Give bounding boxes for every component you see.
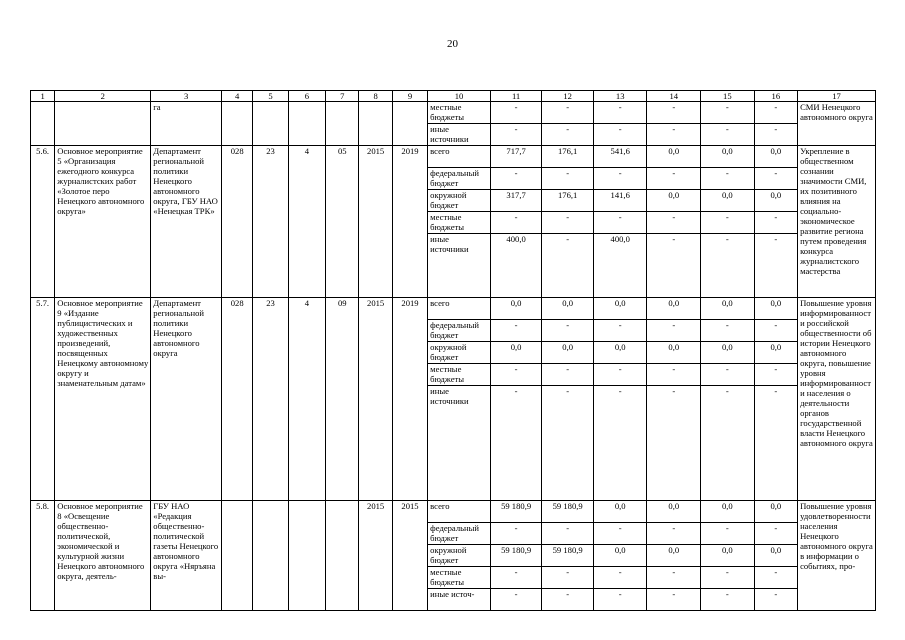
row-number-cell: 5.7. (31, 298, 55, 501)
amount-cell: - (754, 589, 797, 611)
amount-cell: 0,0 (542, 342, 594, 364)
amount-cell: 0,0 (490, 298, 542, 320)
amount-cell: - (701, 212, 755, 234)
amount-cell: - (593, 320, 647, 342)
amount-cell: - (490, 386, 542, 501)
amount-cell: - (701, 364, 755, 386)
code-cell (222, 501, 253, 611)
amount-cell: 0,0 (701, 342, 755, 364)
amount-cell: - (754, 212, 797, 234)
amount-cell: - (701, 168, 755, 190)
amount-cell: - (701, 320, 755, 342)
header-cell: 3 (151, 91, 222, 102)
amount-cell: - (701, 234, 755, 298)
amount-cell: 0,0 (593, 298, 647, 320)
code-cell (288, 102, 325, 146)
code-cell (222, 102, 253, 146)
executor-cell: Департамент региональной политики Ненецкого автономного округа (151, 298, 222, 501)
header-row (31, 91, 876, 102)
end-year-cell: 2019 (392, 146, 427, 298)
amount-cell: 0,0 (754, 146, 797, 168)
amount-cell: - (647, 124, 701, 146)
header-cell: 9 (392, 91, 427, 102)
amount-cell: - (490, 124, 542, 146)
amount-cell: 400,0 (593, 234, 647, 298)
funding-source-cell: местные бюджеты (428, 567, 491, 589)
table-body (31, 91, 876, 611)
executor-cell: га (151, 102, 222, 146)
table-row (31, 501, 876, 523)
amount-cell: 0,0 (647, 342, 701, 364)
code-cell (326, 102, 359, 146)
executor-cell: ГБУ НАО «Редакция общественно-политической газеты Ненецкого автономного округа «Няръяна вы- (151, 501, 222, 611)
row-number-cell: 5.8. (31, 501, 55, 611)
amount-cell: - (542, 234, 594, 298)
page-number: 20 (447, 38, 458, 50)
table-row (31, 102, 876, 124)
amount-cell: - (754, 124, 797, 146)
amount-cell: - (647, 523, 701, 545)
amount-cell: - (490, 523, 542, 545)
expected-result-cell: Повышение уровня удовлетворенности населения Ненецкого автономного округа в информации о событиях, про- (798, 501, 876, 611)
funding-source-cell: иные источники (428, 386, 491, 501)
funding-source-cell: окружной бюджет (428, 545, 491, 567)
code-cell: 23 (253, 298, 288, 501)
start-year-cell: 2015 (359, 146, 392, 298)
expected-result-cell: Укрепление в общественном сознании значимости СМИ, их позитивного влияния на социально-экономическое развитие региона путем проведения конкурса журналистского мастерства (798, 146, 876, 298)
code-cell: 028 (222, 298, 253, 501)
amount-cell: 0,0 (593, 501, 647, 523)
funding-source-cell: федеральный бюджет (428, 523, 491, 545)
header-cell: 13 (593, 91, 647, 102)
amount-cell: - (490, 168, 542, 190)
funding-source-cell: всего (428, 501, 491, 523)
amount-cell: - (490, 212, 542, 234)
amount-cell: 141,6 (593, 190, 647, 212)
amount-cell: - (647, 168, 701, 190)
amount-cell: - (647, 364, 701, 386)
amount-cell: 541,6 (593, 146, 647, 168)
activity-name-cell: Основное мероприятие 9 «Издание публицистических и художественных произведений, посвященных Ненецкому автономному округу и знаменательным датам» (55, 298, 151, 501)
amount-cell: - (490, 567, 542, 589)
header-cell: 6 (288, 91, 325, 102)
amount-cell: - (490, 102, 542, 124)
end-year-cell (392, 102, 427, 146)
header-cell: 7 (326, 91, 359, 102)
amount-cell: - (490, 364, 542, 386)
funding-source-cell: местные бюджеты (428, 212, 491, 234)
funding-source-cell: иные источники (428, 234, 491, 298)
funding-source-cell: окружной бюджет (428, 190, 491, 212)
amount-cell: 0,0 (490, 342, 542, 364)
amount-cell: - (542, 364, 594, 386)
start-year-cell: 2015 (359, 501, 392, 611)
funding-source-cell: федеральный бюджет (428, 320, 491, 342)
header-cell: 10 (428, 91, 491, 102)
amount-cell: - (701, 102, 755, 124)
header-cell: 17 (798, 91, 876, 102)
amount-cell: 0,0 (701, 146, 755, 168)
amount-cell: - (593, 102, 647, 124)
code-cell: 23 (253, 146, 288, 298)
code-cell: 4 (288, 298, 325, 501)
amount-cell: - (593, 567, 647, 589)
table-row (31, 298, 876, 320)
amount-cell: - (542, 168, 594, 190)
funding-source-cell: всего (428, 146, 491, 168)
funding-source-cell: местные бюджеты (428, 364, 491, 386)
header-cell: 5 (253, 91, 288, 102)
amount-cell: 0,0 (542, 298, 594, 320)
amount-cell: - (701, 124, 755, 146)
table-row (31, 146, 876, 168)
end-year-cell: 2015 (392, 501, 427, 611)
code-cell: 028 (222, 146, 253, 298)
amount-cell: - (701, 567, 755, 589)
amount-cell: - (647, 102, 701, 124)
amount-cell: 0,0 (754, 342, 797, 364)
amount-cell: - (593, 212, 647, 234)
header-cell: 2 (55, 91, 151, 102)
amount-cell: 0,0 (754, 545, 797, 567)
amount-cell: 0,0 (754, 501, 797, 523)
activity-name-cell: Основное мероприятие 5 «Организация ежегодного конкурса журналистских работ «Золотое перо Ненецкого автономного округа» (55, 146, 151, 298)
amount-cell: - (542, 212, 594, 234)
amount-cell: 176,1 (542, 190, 594, 212)
expected-result-cell: СМИ Ненецкого автономного округа (798, 102, 876, 146)
amount-cell: - (701, 523, 755, 545)
amount-cell: - (701, 589, 755, 611)
code-cell: 4 (288, 146, 325, 298)
header-cell: 16 (754, 91, 797, 102)
amount-cell: - (542, 102, 594, 124)
amount-cell: - (647, 234, 701, 298)
amount-cell: - (593, 589, 647, 611)
code-cell: 05 (326, 146, 359, 298)
code-cell (253, 501, 288, 611)
start-year-cell (359, 102, 392, 146)
header-cell: 11 (490, 91, 542, 102)
amount-cell: 0,0 (647, 190, 701, 212)
amount-cell: - (701, 386, 755, 501)
amount-cell: 0,0 (754, 190, 797, 212)
amount-cell: 0,0 (701, 501, 755, 523)
expected-result-cell: Повышение уровня информированности российской общественности об истории Ненецкого автономного округа, повышение уровня информированности населения о деятельности органов государственной власти Ненецкого автономного округа (798, 298, 876, 501)
code-cell: 09 (326, 298, 359, 501)
amount-cell: - (647, 589, 701, 611)
amount-cell: - (647, 567, 701, 589)
activity-name-cell: Основное мероприятие 8 «Освещение общественно-политической, экономической и культурной жизни Ненецкого автономного округа, деятель- (55, 501, 151, 611)
amount-cell: 59 180,9 (490, 501, 542, 523)
row-number-cell: 5.6. (31, 146, 55, 298)
amount-cell: 0,0 (754, 298, 797, 320)
amount-cell: 0,0 (701, 545, 755, 567)
amount-cell: - (593, 124, 647, 146)
amount-cell: - (542, 589, 594, 611)
amount-cell: 176,1 (542, 146, 594, 168)
amount-cell: - (754, 386, 797, 501)
funding-source-cell: местные бюджеты (428, 102, 491, 124)
activity-name-cell (55, 102, 151, 146)
amount-cell: 59 180,9 (542, 501, 594, 523)
amount-cell: - (490, 320, 542, 342)
funding-source-cell: иные источ- (428, 589, 491, 611)
amount-cell: - (593, 386, 647, 501)
funding-source-cell: иные источники (428, 124, 491, 146)
executor-cell: Департамент региональной политики Ненецкого автономного округа, ГБУ НАО «Ненецкая ТРК» (151, 146, 222, 298)
amount-cell: - (542, 386, 594, 501)
amount-cell: 0,0 (701, 190, 755, 212)
code-cell (288, 501, 325, 611)
header-cell: 8 (359, 91, 392, 102)
amount-cell: - (647, 212, 701, 234)
amount-cell: 717,7 (490, 146, 542, 168)
amount-cell: 0,0 (593, 545, 647, 567)
funding-source-cell: окружной бюджет (428, 342, 491, 364)
amount-cell: - (754, 567, 797, 589)
end-year-cell: 2019 (392, 298, 427, 501)
amount-cell: 400,0 (490, 234, 542, 298)
amount-cell: 59 180,9 (490, 545, 542, 567)
amount-cell: - (542, 567, 594, 589)
amount-cell: - (754, 364, 797, 386)
amount-cell: 0,0 (701, 298, 755, 320)
amount-cell: 0,0 (593, 342, 647, 364)
amount-cell: 59 180,9 (542, 545, 594, 567)
amount-cell: - (647, 320, 701, 342)
row-number-cell (31, 102, 55, 146)
header-cell: 12 (542, 91, 594, 102)
amount-cell: - (754, 234, 797, 298)
amount-cell: - (754, 168, 797, 190)
header-cell: 4 (222, 91, 253, 102)
amount-cell: 0,0 (647, 501, 701, 523)
amount-cell: 0,0 (647, 146, 701, 168)
amount-cell: 0,0 (647, 298, 701, 320)
amount-cell: - (754, 102, 797, 124)
header-cell: 14 (647, 91, 701, 102)
code-cell (326, 501, 359, 611)
header-cell: 15 (701, 91, 755, 102)
start-year-cell: 2015 (359, 298, 392, 501)
code-cell (253, 102, 288, 146)
amount-cell: 0,0 (647, 545, 701, 567)
amount-cell: - (754, 523, 797, 545)
amount-cell: 317,7 (490, 190, 542, 212)
amount-cell: - (593, 168, 647, 190)
amount-cell: - (542, 124, 594, 146)
program-table (30, 90, 876, 611)
amount-cell: - (542, 523, 594, 545)
funding-source-cell: всего (428, 298, 491, 320)
amount-cell: - (593, 364, 647, 386)
amount-cell: - (647, 386, 701, 501)
amount-cell: - (542, 320, 594, 342)
amount-cell: - (593, 523, 647, 545)
funding-source-cell: федеральный бюджет (428, 168, 491, 190)
amount-cell: - (490, 589, 542, 611)
amount-cell: - (754, 320, 797, 342)
header-cell: 1 (31, 91, 55, 102)
